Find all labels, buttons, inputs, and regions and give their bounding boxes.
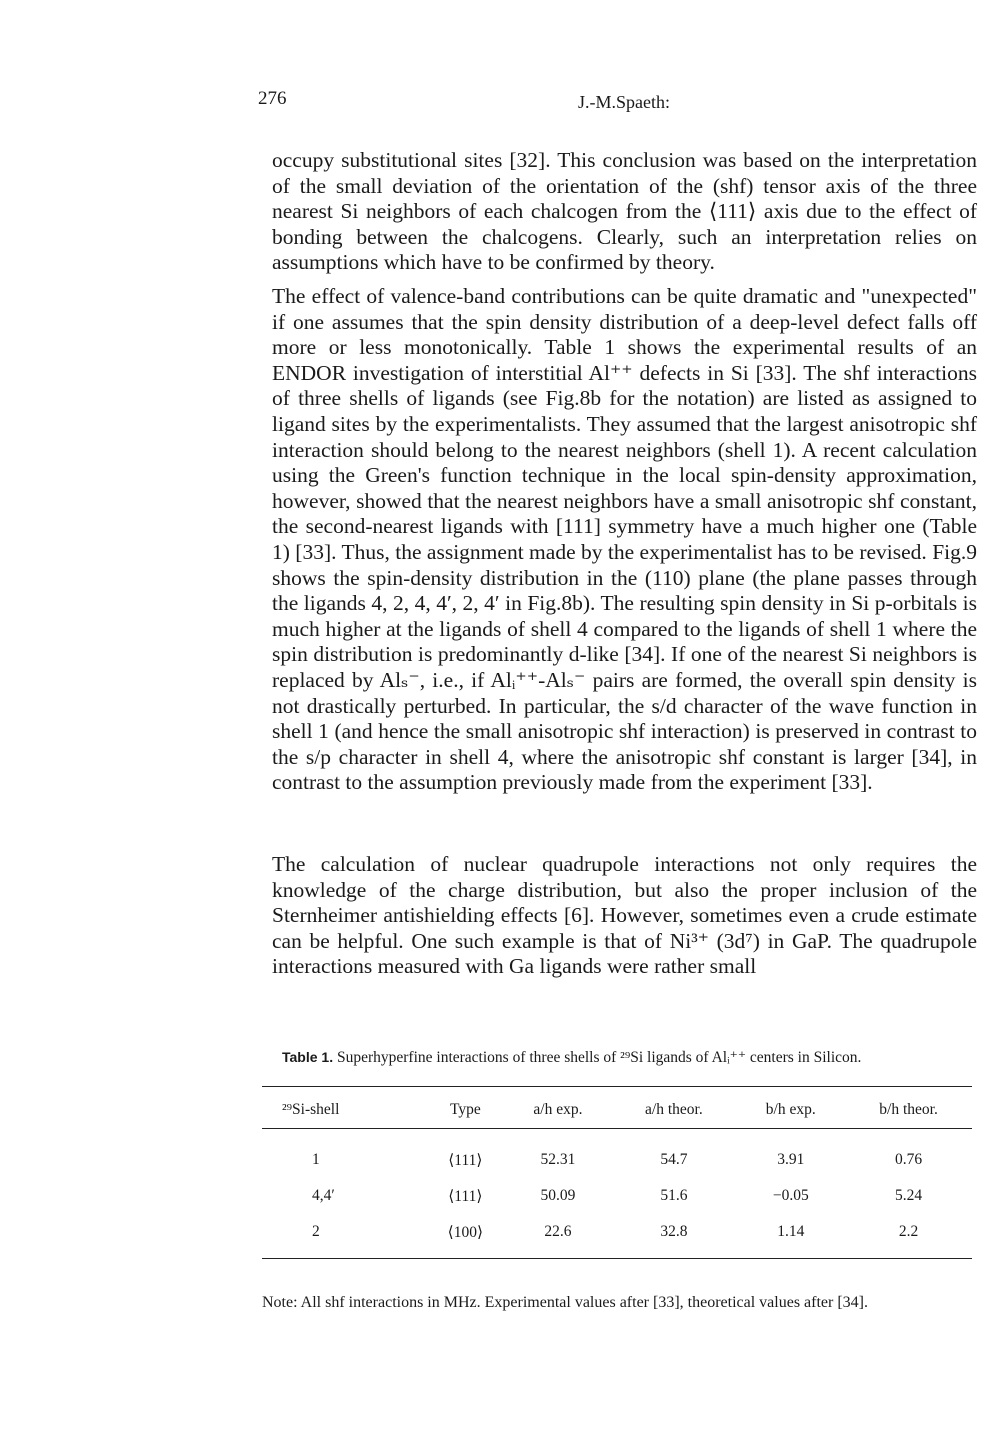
paragraph-1: occupy substitutional sites [32]. This conclusion was based on the interpretation of the small deviation of the orientation of the (shf) tensor axis of the three nearest Si neighbors of each chalcogen from the ⟨111⟩ axis due to the effect of bonding between the chalcogens. Clearly, such an interpretation relies on assumptions which have to be confirmed by theory. bbox=[272, 148, 977, 275]
table-bottom-rule bbox=[262, 1258, 972, 1259]
table-caption-label: Table 1. bbox=[282, 1049, 334, 1065]
cell-type: ⟨100⟩ bbox=[447, 1223, 484, 1241]
header-type: Type bbox=[449, 1101, 481, 1118]
cell-a-exp: 50.09 bbox=[540, 1187, 576, 1204]
header-b-exp: b/h exp. bbox=[765, 1101, 816, 1118]
cell-a-exp: 22.6 bbox=[544, 1223, 572, 1240]
cell-b-exp: −0.05 bbox=[772, 1187, 809, 1204]
table-top-rule bbox=[262, 1086, 972, 1087]
cell-b-exp: 3.91 bbox=[777, 1151, 805, 1168]
table-row bbox=[262, 1133, 972, 1178]
table-row bbox=[262, 1214, 972, 1250]
shf-table bbox=[262, 1092, 972, 1250]
header-a-theor: a/h theor. bbox=[645, 1101, 703, 1118]
paragraph-3: The calculation of nuclear quadrupole interactions not only requires the knowledge of the charge distribution, but also the proper inclusion of the Sternheimer antishielding effects [6]. However, sometimes even a crude estimate can be helpful. One such example is that of Ni³⁺ (3d⁷) in GaP. The quadrupole interactions measured with Ga ligands were rather small bbox=[272, 852, 977, 979]
cell-b-theor: 2.2 bbox=[898, 1223, 919, 1240]
table-row bbox=[262, 1178, 972, 1214]
header-b-theor: b/h theor. bbox=[879, 1101, 938, 1118]
cell-type: ⟨111⟩ bbox=[448, 1151, 483, 1169]
cell-type: ⟨111⟩ bbox=[448, 1187, 483, 1205]
page-number: 276 bbox=[258, 88, 287, 109]
table-caption bbox=[282, 1048, 972, 1067]
cell-shell: 4,4′ bbox=[312, 1187, 335, 1204]
header-shell: ²⁹Si-shell bbox=[282, 1101, 340, 1118]
cell-a-theor: 32.8 bbox=[660, 1223, 688, 1240]
cell-b-theor: 5.24 bbox=[895, 1187, 923, 1204]
cell-a-theor: 54.7 bbox=[660, 1151, 688, 1168]
cell-a-exp: 52.31 bbox=[540, 1151, 576, 1168]
cell-b-theor: 0.76 bbox=[895, 1151, 923, 1168]
table-caption-text: Superhyperfine interactions of three shells of ²⁹Si ligands of Alᵢ⁺⁺ centers in Silicon. bbox=[336, 1049, 862, 1066]
table-header-row bbox=[262, 1092, 972, 1133]
running-head: J.-M.Spaeth: bbox=[578, 92, 670, 112]
table-note: Note: All shf interactions in MHz. Experimental values after [33], theoretical values after [34]. bbox=[262, 1294, 869, 1311]
cell-shell: 2 bbox=[312, 1223, 320, 1240]
header-a-exp: a/h exp. bbox=[533, 1101, 583, 1118]
paragraph-2: The effect of valence-band contributions can be quite dramatic and "unexpected" if one assumes that the spin density distribution of a deep-level defect falls off more or less monotonically. Table 1 shows the experimental results of an ENDOR investigation of interstitial Al⁺⁺ defects in Si [33]. The shf interactions of three shells of ligands (see Fig.8b for the notation) are listed as assigned to ligand sites by the experimentalists. They assumed that the largest anisotropic shf interaction should belong to the nearest neighbors (shell 1). A recent calculation using the Green's function technique in the local spin-density approximation, however, showed that the nearest neighbors have a small anisotropic shf constant, the second-nearest ligands with [111] symmetry have a much higher one (Table 1) [33]. Thus, the assignment made by the experimentalist has to be revised. Fig.9 shows the spin-density distribution in the (110) plane (the plane passes through the ligands 4, 2, 4, 4′, 2, 4′ in Fig.8b). The resulting spin density in Si p-orbitals is much higher at the ligands of shell 4 compared to the ligands of shell 1 where the spin distribution is predominantly d-like [34]. If one of the nearest Si neighbors is replaced by Alₛ⁻, i.e., if Alᵢ⁺⁺-Alₛ⁻ pairs are formed, the overall spin density is not drastically perturbed. In particular, the s/d character of the wave function in shell 1 (and hence the small anisotropic shf interaction) is preserved in contrast to the s/p character in shell 4, where the anisotropic shf constant is larger [34], in contrast to the assumption previously made from the experiment [33]. bbox=[272, 284, 977, 795]
cell-shell: 1 bbox=[312, 1151, 320, 1168]
cell-b-exp: 1.14 bbox=[777, 1223, 805, 1240]
cell-a-theor: 51.6 bbox=[660, 1187, 688, 1204]
